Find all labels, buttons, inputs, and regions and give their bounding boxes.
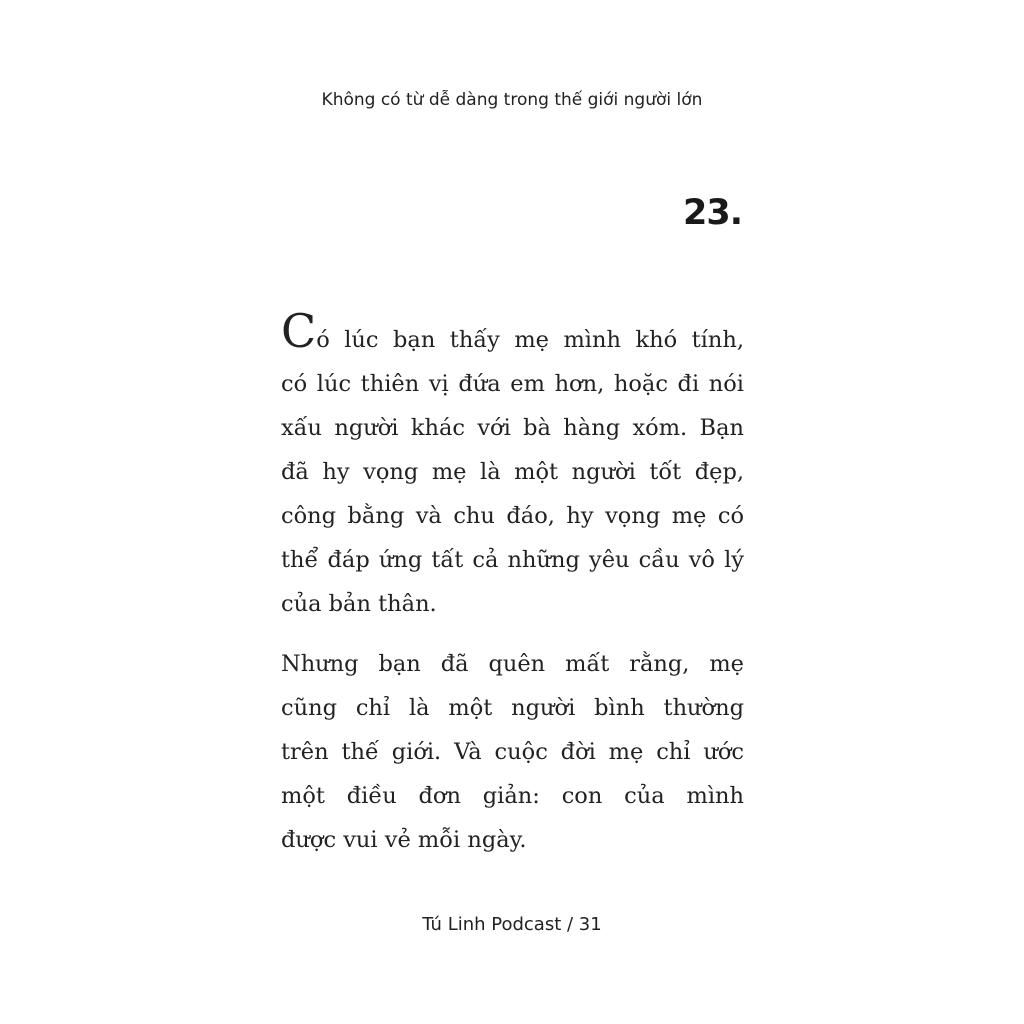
text-line: công bằng và chu đáo, hy vọng mẹ có <box>281 503 744 529</box>
page-footer: Tú Linh Podcast / 31 <box>422 914 602 935</box>
text-line: cũng chỉ là một người bình thường <box>281 695 744 721</box>
chapter-number: 23. <box>682 193 742 233</box>
text-line: có lúc thiên vị đứa em hơn, hoặc đi nói <box>281 371 744 397</box>
text-line: Nhưng bạn đã quên mất rằng, mẹ <box>281 651 744 677</box>
text-line <box>281 304 744 362</box>
text-line: đã hy vọng mẹ là một người tốt đẹp, <box>281 459 744 485</box>
text-line: thể đáp ứng tất cả những yêu cầu vô lý <box>281 547 744 573</box>
text-line: một điều đơn giản: con của mình <box>281 783 744 809</box>
text-line: trên thế giới. Và cuộc đời mẹ chỉ ước <box>281 739 744 765</box>
drop-cap: C <box>281 304 317 358</box>
text-line: của bản thân. <box>281 591 437 617</box>
paragraph-2 <box>281 642 744 862</box>
text-line: xấu người khác với bà hàng xóm. Bạn <box>281 415 744 441</box>
first-line-text: ó lúc bạn thấy mẹ mình khó tính, <box>316 327 744 353</box>
paragraph-1 <box>281 304 744 626</box>
text-line: được vui vẻ mỗi ngày. <box>281 827 527 853</box>
running-header: Không có từ dễ dàng trong thế giới người lớn <box>321 90 703 110</box>
